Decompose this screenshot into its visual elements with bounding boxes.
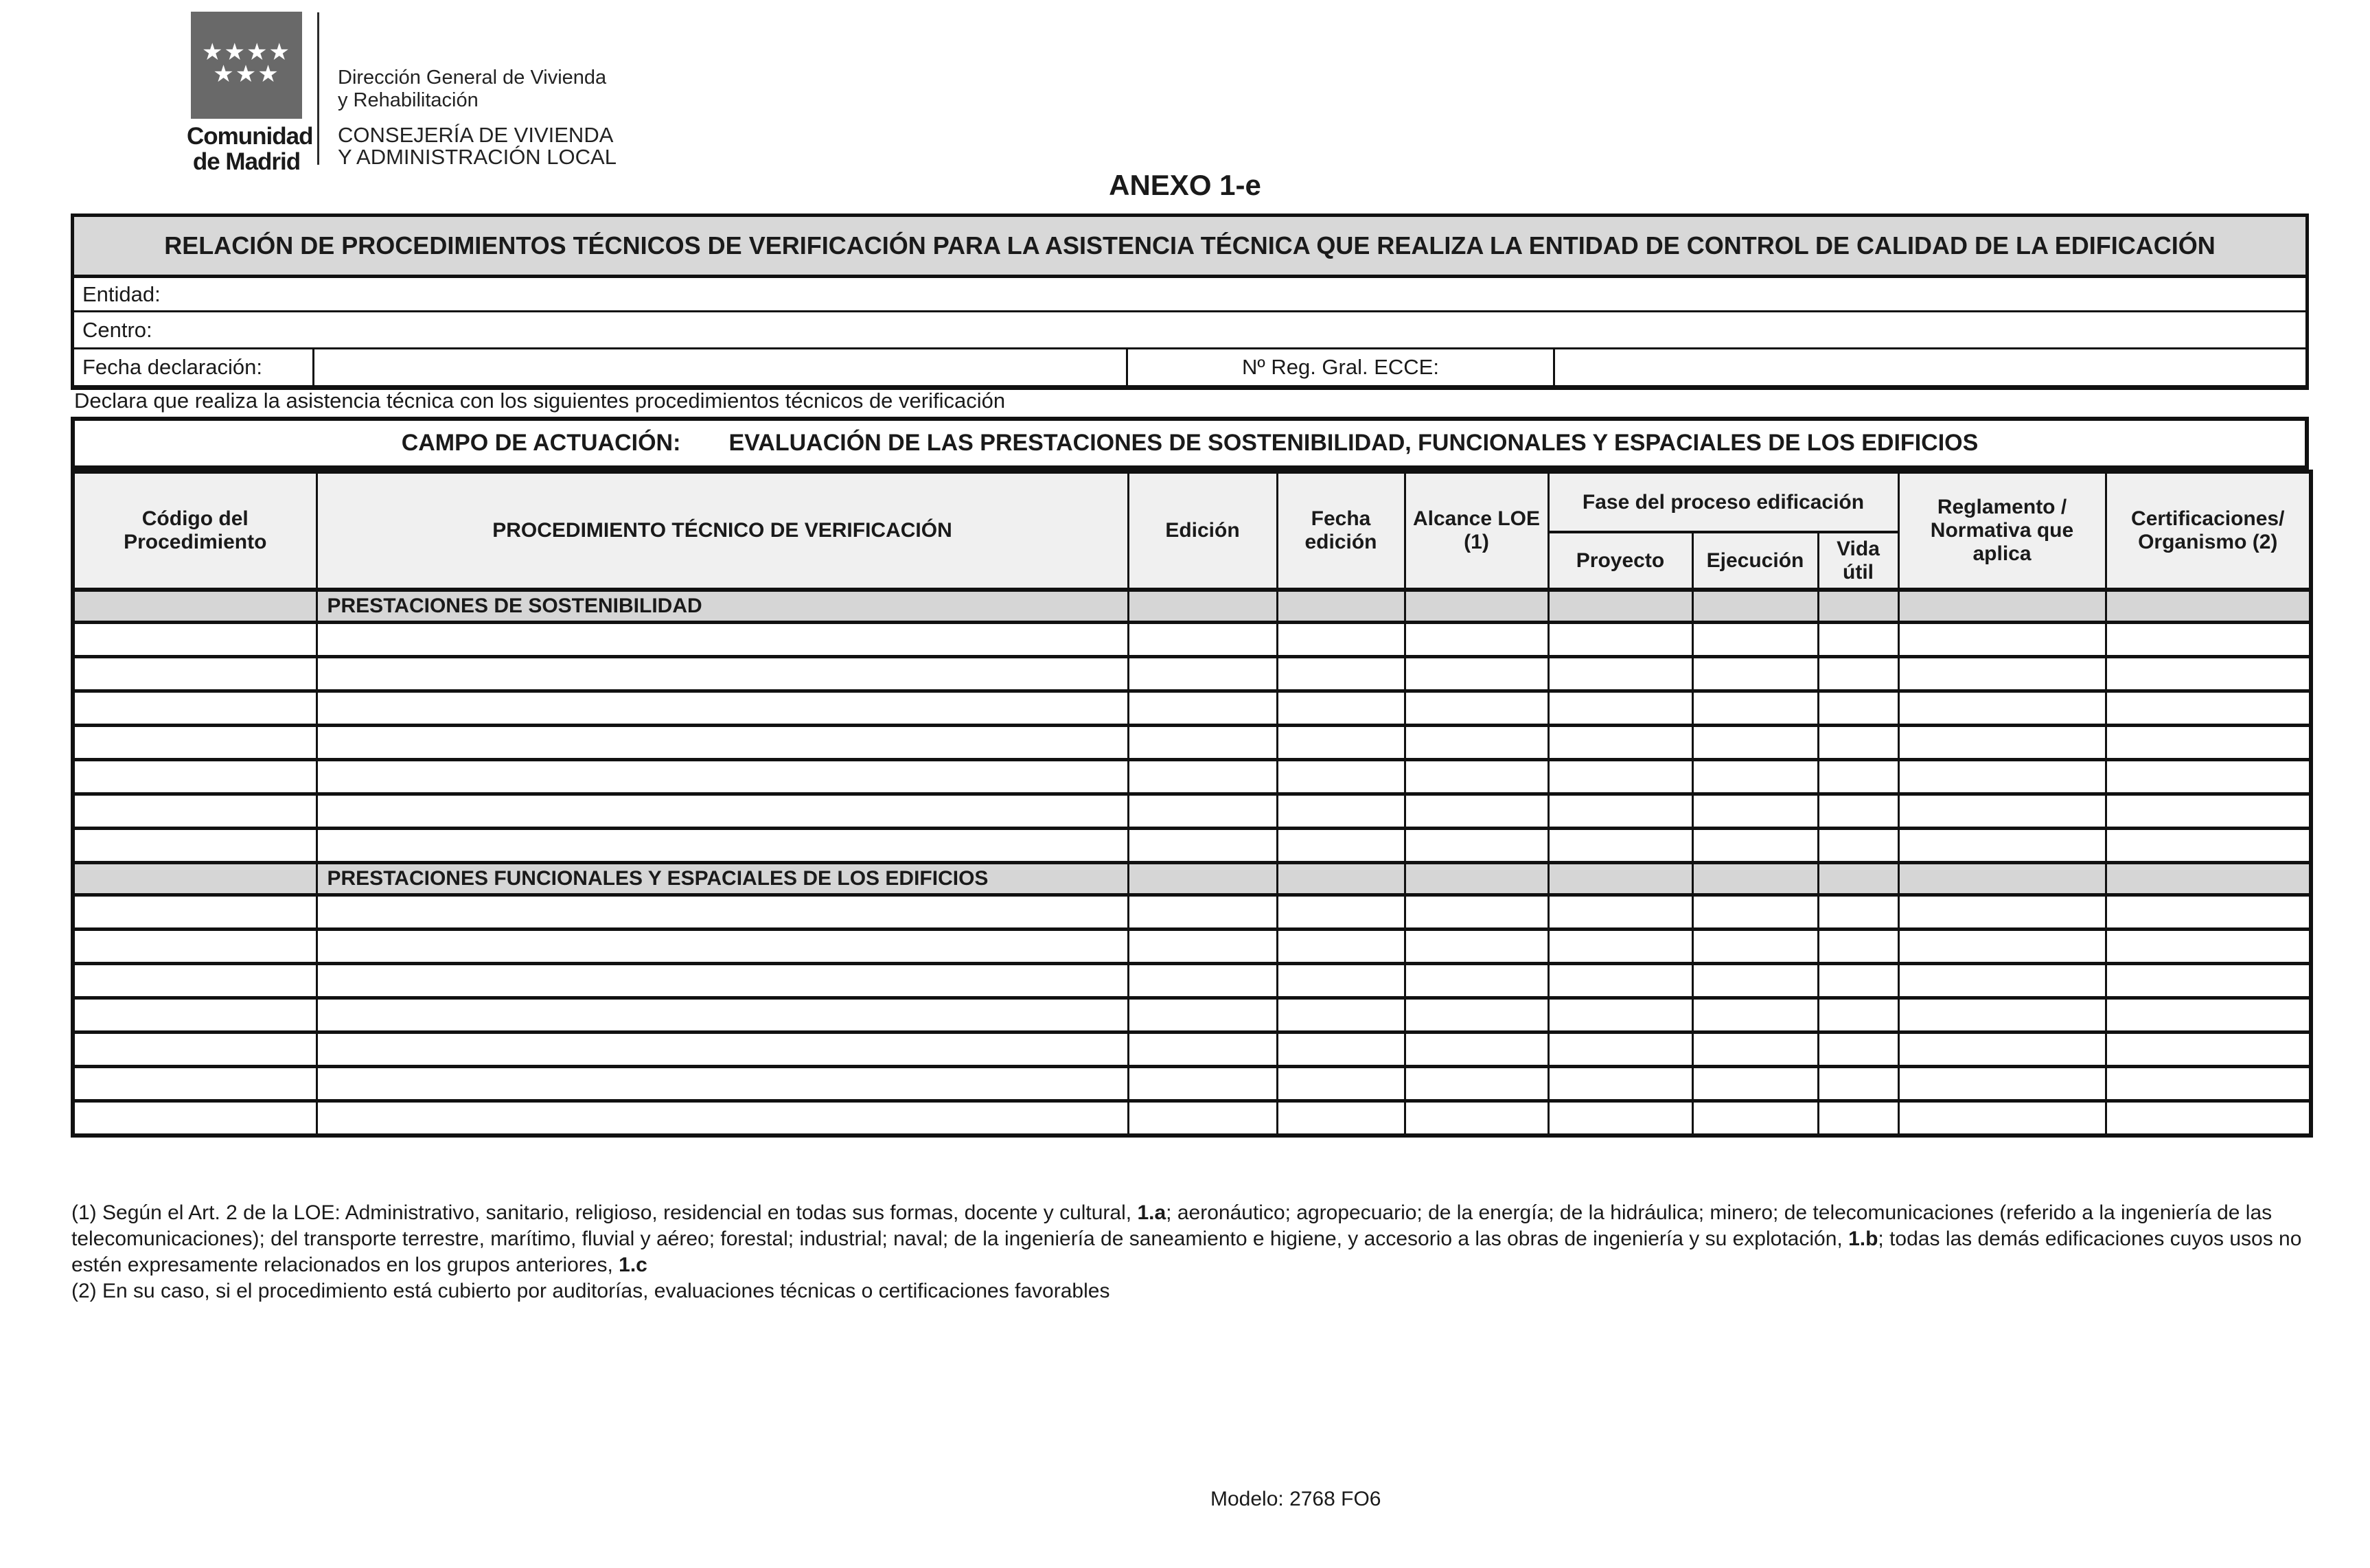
table-cell-empty: [1692, 998, 1818, 1033]
section-label: PRESTACIONES DE SOSTENIBILIDAD: [317, 590, 1128, 623]
section-cell: [2106, 863, 2311, 895]
table-cell-empty: [317, 895, 1128, 930]
col-header-vida-util: Vida útil: [1818, 532, 1898, 590]
procedures-table: [71, 470, 2313, 1138]
table-cell-empty: [1277, 829, 1405, 863]
section-cell: [1405, 863, 1548, 895]
table-row: [73, 623, 2311, 657]
table-row: [73, 691, 2311, 726]
table-cell-empty: [2106, 930, 2311, 964]
table-row: [73, 726, 2311, 760]
table-cell-empty: [1818, 829, 1898, 863]
section-cell: [1898, 590, 2106, 623]
table-cell-empty: [317, 964, 1128, 998]
centro-label: Centro:: [82, 317, 152, 342]
table-cell-empty: [317, 726, 1128, 760]
table-cell-empty: [1692, 1033, 1818, 1067]
table-cell-empty: [1405, 829, 1548, 863]
section-cell: [1548, 863, 1692, 895]
table-cell-empty: [1128, 998, 1277, 1033]
col-header-procedimiento: PROCEDIMIENTO TÉCNICO DE VERIFICACIÓN: [317, 472, 1128, 590]
campo-actuacion-box: [71, 417, 2309, 470]
table-cell-empty: [1818, 691, 1898, 726]
table-cell-empty: [1692, 1101, 1818, 1136]
table-cell-empty: [2106, 726, 2311, 760]
reg-gral-ecce-value: [1555, 349, 2305, 385]
table-cell-empty: [1898, 623, 2106, 657]
table-cell-empty: [1277, 1101, 1405, 1136]
section-cell: [1692, 863, 1818, 895]
col-header-reglamento: Reglamento / Normativa que aplica: [1898, 472, 2106, 590]
table-cell-empty: [2106, 691, 2311, 726]
table-row: [73, 1067, 2311, 1101]
campo-actuacion-value: EVALUACIÓN DE LAS PRESTACIONES DE SOSTENIBILIDAD, FUNCIONALES Y ESPACIALES DE LOS EDIFICIOS: [728, 430, 1979, 456]
info-box: [71, 278, 2309, 390]
table-row: [73, 657, 2311, 691]
section-cell: [2106, 590, 2311, 623]
section-cell: [1548, 590, 1692, 623]
table-cell-empty: [317, 1067, 1128, 1101]
table-cell-empty: [317, 760, 1128, 794]
table-cell-empty: [1898, 794, 2106, 829]
table-cell-empty: [1548, 998, 1692, 1033]
table-cell-empty: [1818, 998, 1898, 1033]
table-cell-empty: [1818, 623, 1898, 657]
table-cell-empty: [1405, 930, 1548, 964]
table-cell-empty: [1898, 930, 2106, 964]
table-cell-empty: [1898, 760, 2106, 794]
table-cell-empty: [1692, 930, 1818, 964]
table-cell-empty: [1692, 1067, 1818, 1101]
consejeria-line1: CONSEJERÍA DE VIVIENDA: [338, 123, 614, 147]
table-cell-empty: [73, 1033, 317, 1067]
section-cell: [73, 863, 317, 895]
table-cell-empty: [1548, 964, 1692, 998]
annex-title: ANEXO 1-e: [1109, 169, 1261, 201]
table-cell-empty: [1405, 964, 1548, 998]
table-cell-empty: [317, 1033, 1128, 1067]
section-cell: [1818, 590, 1898, 623]
section-header-row: [73, 590, 2311, 623]
table-cell-empty: [73, 930, 317, 964]
table-cell-empty: [317, 930, 1128, 964]
col-header-fase-proceso: Fase del proceso edificación: [1548, 472, 1898, 532]
table-cell-empty: [1128, 1067, 1277, 1101]
table-cell-empty: [1548, 829, 1692, 863]
form-title: RELACIÓN DE PROCEDIMIENTOS TÉCNICOS DE VERIFICACIÓN PARA LA ASISTENCIA TÉCNICA QUE REALIZA LA ENTIDAD DE CONTROL DE CALIDAD DE LA EDIFICACIÓN: [164, 231, 2216, 260]
table-cell-empty: [73, 964, 317, 998]
consejeria-name: [338, 124, 617, 168]
table-cell-empty: [1548, 930, 1692, 964]
table-cell-empty: [1692, 964, 1818, 998]
table-cell-empty: [1405, 726, 1548, 760]
table-cell-empty: [317, 1101, 1128, 1136]
table-cell-empty: [1128, 1101, 1277, 1136]
table-cell-empty: [2106, 998, 2311, 1033]
table-cell-empty: [1898, 691, 2106, 726]
table-cell-empty: [1548, 1033, 1692, 1067]
table-cell-empty: [1405, 657, 1548, 691]
table-cell-empty: [1818, 760, 1898, 794]
table-cell-empty: [1818, 1067, 1898, 1101]
reg-gral-ecce-label: Nº Reg. Gral. ECCE:: [1128, 349, 1555, 385]
section-cell: [1128, 863, 1277, 895]
table-cell-empty: [1818, 726, 1898, 760]
table-cell-empty: [1548, 794, 1692, 829]
table-cell-empty: [1405, 623, 1548, 657]
section-label: PRESTACIONES FUNCIONALES Y ESPACIALES DE LOS EDIFICIOS: [317, 863, 1128, 895]
campo-actuacion-label: CAMPO DE ACTUACIÓN:: [401, 430, 681, 456]
col-header-ejecucion: Ejecución: [1692, 532, 1818, 590]
table-cell-empty: [73, 829, 317, 863]
table-cell-empty: [1692, 657, 1818, 691]
table-cell-empty: [73, 691, 317, 726]
table-cell-empty: [1692, 794, 1818, 829]
table-cell-empty: [1277, 691, 1405, 726]
table-cell-empty: [1405, 998, 1548, 1033]
table-cell-empty: [1548, 760, 1692, 794]
table-cell-empty: [1692, 691, 1818, 726]
table-cell-empty: [317, 794, 1128, 829]
comunidad-madrid-flag-logo: [191, 12, 302, 119]
section-cell: [73, 590, 317, 623]
table-cell-empty: [1548, 623, 1692, 657]
table-cell-empty: [317, 657, 1128, 691]
fecha-declaracion-value: [314, 349, 1128, 385]
footnote-1: (1) Según el Art. 2 de la LOE: Administrativo, sanitario, religioso, residencial en todas sus formas, docente y cultural, 1.a; aeronáutico; agropecuario; de la energía; de la hidráulica; minero; de telecomunicaciones (referido a la ingeniería de las telecomunicaciones); del transporte terrestre, marítimo, fluvial y aéreo; forestal; industrial; naval; de la ingeniería de saneamiento e higiene, y accesorio a las obras de ingeniería y su explotación, 1.b; todas las demás edificaciones cuyos usos no estén expresamente relacionados en los grupos anteriores, 1.c: [71, 1201, 2302, 1276]
table-row: [73, 964, 2311, 998]
table-cell-empty: [1898, 1101, 2106, 1136]
col-header-certificaciones: Certificaciones/ Organismo (2): [2106, 472, 2311, 590]
table-cell-empty: [1128, 760, 1277, 794]
table-cell-empty: [1405, 794, 1548, 829]
region-name: [187, 123, 313, 175]
section-cell: [1128, 590, 1277, 623]
department-line2: y Rehabilitación: [338, 89, 479, 111]
table-cell-empty: [1405, 895, 1548, 930]
col-header-edicion: Edición: [1128, 472, 1277, 590]
section-header-row: [73, 863, 2311, 895]
table-cell-empty: [1818, 964, 1898, 998]
table-cell-empty: [1692, 895, 1818, 930]
table-cell-empty: [1405, 1033, 1548, 1067]
table-cell-empty: [317, 691, 1128, 726]
table-cell-empty: [1692, 760, 1818, 794]
table-cell-empty: [1405, 760, 1548, 794]
table-cell-empty: [2106, 964, 2311, 998]
region-name-line1: Comunidad: [187, 123, 313, 150]
table-row: [73, 998, 2311, 1033]
table-cell-empty: [1128, 895, 1277, 930]
table-row: [73, 895, 2311, 930]
table-cell-empty: [1277, 895, 1405, 930]
table-cell-empty: [73, 794, 317, 829]
table-cell-empty: [1277, 1067, 1405, 1101]
table-cell-empty: [1818, 1033, 1898, 1067]
table-cell-empty: [317, 829, 1128, 863]
table-cell-empty: [2106, 1067, 2311, 1101]
section-cell: [1277, 590, 1405, 623]
table-row: [73, 930, 2311, 964]
entidad-label: Entidad:: [82, 281, 161, 306]
section-cell: [1277, 863, 1405, 895]
table-cell-empty: [1277, 998, 1405, 1033]
entidad-row: [74, 278, 2305, 310]
table-cell-empty: [1818, 895, 1898, 930]
table-cell-empty: [317, 623, 1128, 657]
table-cell-empty: [73, 657, 317, 691]
table-cell-empty: [1818, 930, 1898, 964]
table-cell-empty: [73, 998, 317, 1033]
table-row: [73, 794, 2311, 829]
col-header-alcance-loe: Alcance LOE (1): [1405, 472, 1548, 590]
table-cell-empty: [1128, 726, 1277, 760]
table-cell-empty: [1898, 1033, 2106, 1067]
col-header-fecha-edicion: Fecha edición: [1277, 472, 1405, 590]
table-cell-empty: [73, 760, 317, 794]
table-cell-empty: [1548, 691, 1692, 726]
table-cell-empty: [1898, 1067, 2106, 1101]
flag-stars-icon: ★★★★: [202, 39, 291, 65]
table-cell-empty: [1277, 794, 1405, 829]
table-cell-empty: [73, 726, 317, 760]
table-cell-empty: [1277, 726, 1405, 760]
footnote-2: (2) En su caso, si el procedimiento está cubierto por auditorías, evaluaciones técnicas o certificaciones favorables: [71, 1280, 1110, 1302]
logo-divider: [317, 12, 319, 165]
table-cell-empty: [1128, 1033, 1277, 1067]
region-name-line2: de Madrid: [192, 148, 301, 175]
table-cell-empty: [1548, 1101, 1692, 1136]
declaration-text: Declara que realiza la asistencia técnica con los siguientes procedimientos técnicos de verificación: [74, 389, 1006, 413]
table-cell-empty: [1277, 964, 1405, 998]
table-cell-empty: [2106, 829, 2311, 863]
table-cell-empty: [1898, 998, 2106, 1033]
table-cell-empty: [1548, 895, 1692, 930]
col-header-codigo: Código del Procedimiento: [73, 472, 317, 590]
footnotes: [71, 1200, 2304, 1304]
table-cell-empty: [1277, 760, 1405, 794]
form-title-bar: [71, 214, 2309, 278]
table-cell-empty: [317, 998, 1128, 1033]
table-cell-empty: [73, 895, 317, 930]
table-cell-empty: [2106, 657, 2311, 691]
section-cell: [1818, 863, 1898, 895]
table-row: [73, 1033, 2311, 1067]
procedures-table-body: [73, 590, 2311, 1135]
centro-row: [74, 310, 2305, 347]
table-cell-empty: [2106, 760, 2311, 794]
table-row: [73, 1101, 2311, 1136]
table-cell-empty: [1405, 1101, 1548, 1136]
table-cell-empty: [1128, 964, 1277, 998]
table-cell-empty: [1898, 964, 2106, 998]
section-cell: [1898, 863, 2106, 895]
flag-stars-icon: ★★★: [213, 61, 280, 87]
table-cell-empty: [1128, 930, 1277, 964]
table-cell-empty: [1277, 623, 1405, 657]
table-cell-empty: [1128, 623, 1277, 657]
section-cell: [1692, 590, 1818, 623]
table-cell-empty: [2106, 1033, 2311, 1067]
model-number-label: Modelo: 2768 FO6: [1210, 1488, 1381, 1510]
table-cell-empty: [1898, 895, 2106, 930]
table-row: [73, 829, 2311, 863]
table-cell-empty: [1548, 657, 1692, 691]
table-cell-empty: [1548, 1067, 1692, 1101]
col-header-proyecto: Proyecto: [1548, 532, 1692, 590]
table-cell-empty: [1818, 794, 1898, 829]
table-cell-empty: [1277, 930, 1405, 964]
table-cell-empty: [1277, 657, 1405, 691]
table-cell-empty: [73, 623, 317, 657]
table-cell-empty: [1898, 657, 2106, 691]
table-cell-empty: [1692, 829, 1818, 863]
table-cell-empty: [1548, 726, 1692, 760]
fecha-row: [74, 347, 2305, 385]
consejeria-line2: Y ADMINISTRACIÓN LOCAL: [338, 145, 617, 169]
table-cell-empty: [2106, 623, 2311, 657]
table-cell-empty: [2106, 895, 2311, 930]
table-cell-empty: [1818, 657, 1898, 691]
table-cell-empty: [1128, 691, 1277, 726]
department-line1: Dirección General de Vivienda: [338, 67, 607, 89]
table-cell-empty: [1692, 726, 1818, 760]
table-cell-empty: [1128, 657, 1277, 691]
table-row: [73, 760, 2311, 794]
table-cell-empty: [1128, 794, 1277, 829]
fecha-declaracion-label: Fecha declaración:: [74, 349, 314, 385]
table-cell-empty: [2106, 1101, 2311, 1136]
department-name: [338, 67, 606, 112]
table-cell-empty: [1692, 623, 1818, 657]
table-cell-empty: [1405, 691, 1548, 726]
table-cell-empty: [1128, 829, 1277, 863]
table-cell-empty: [1277, 1033, 1405, 1067]
table-cell-empty: [73, 1101, 317, 1136]
table-cell-empty: [73, 1067, 317, 1101]
table-cell-empty: [1818, 1101, 1898, 1136]
table-cell-empty: [1405, 1067, 1548, 1101]
table-cell-empty: [2106, 794, 2311, 829]
table-cell-empty: [1898, 829, 2106, 863]
table-cell-empty: [1898, 726, 2106, 760]
section-cell: [1405, 590, 1548, 623]
